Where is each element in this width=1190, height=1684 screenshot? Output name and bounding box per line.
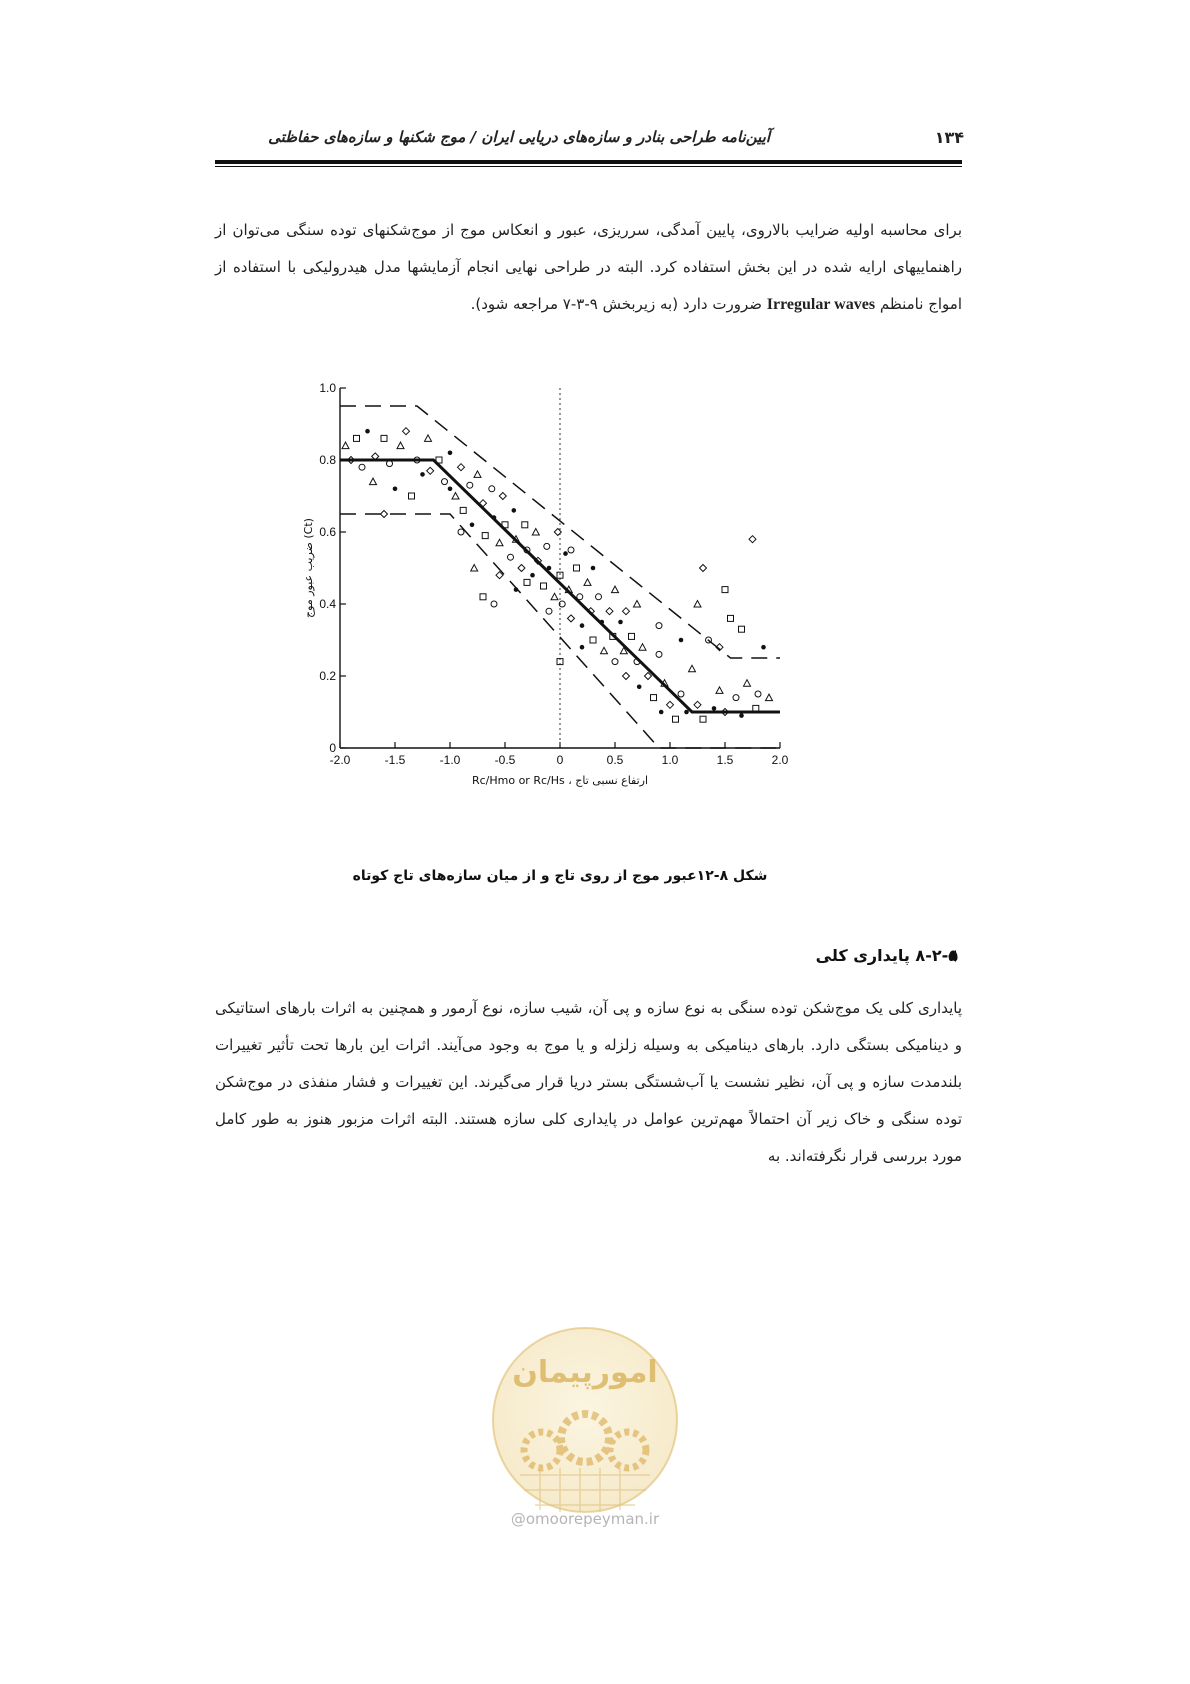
data-point-square [409, 493, 415, 499]
data-point-triangle [689, 665, 696, 672]
data-point-dot [420, 472, 425, 477]
y-tick-label: 0 [329, 741, 336, 755]
data-point-square [541, 583, 547, 589]
data-point-diamond [458, 464, 465, 471]
watermark-url: @omoorepeyman.ir [510, 1510, 660, 1528]
page-number: ۱۳۴ [934, 128, 964, 147]
intro-term: Irregular waves [766, 296, 876, 313]
data-point-triangle [694, 601, 701, 608]
data-point-triangle [766, 694, 773, 701]
data-point-dot [514, 587, 519, 592]
data-point-diamond [568, 615, 575, 622]
data-point-square [739, 626, 745, 632]
data-point-square [482, 533, 488, 539]
data-point-triangle [425, 435, 432, 442]
data-point-triangle [452, 493, 459, 500]
data-point-square [590, 637, 596, 643]
data-point-dot [365, 429, 370, 434]
data-point-triangle [370, 478, 377, 485]
x-tick-label: 0 [556, 753, 564, 767]
data-point-dot [580, 645, 585, 650]
data-point-circle [467, 482, 473, 488]
data-point-dot [712, 706, 717, 711]
data-point-circle [577, 594, 583, 600]
x-tick-label: -0.5 [494, 753, 516, 767]
x-tick-label: 0.5 [606, 753, 624, 767]
data-point-diamond [518, 565, 525, 572]
data-point-circle [733, 695, 739, 701]
data-point-circle [755, 691, 761, 697]
section-heading: ۸-۲-۵ پایداری کلی [815, 946, 958, 965]
data-point-square [722, 587, 728, 593]
data-point-diamond [499, 493, 506, 500]
data-point-square [381, 435, 387, 441]
data-point-dot [591, 566, 596, 571]
data-point-dot [580, 623, 585, 628]
data-point-square [524, 579, 530, 585]
data-point-circle [612, 659, 618, 665]
data-point-square [700, 716, 706, 722]
watermark-logo [480, 1320, 690, 1520]
wave-transmission-chart [300, 380, 820, 850]
data-point-circle [656, 651, 662, 657]
data-point-diamond [700, 565, 707, 572]
data-point-square [480, 594, 486, 600]
data-point-dot [448, 451, 453, 456]
data-point-dot [492, 515, 497, 520]
data-point-triangle [639, 644, 646, 651]
data-point-circle [442, 479, 448, 485]
data-point-triangle [612, 586, 619, 593]
data-point-dot [547, 566, 552, 571]
data-point-circle [489, 486, 495, 492]
data-point-triangle [584, 579, 591, 586]
data-point-dot [448, 487, 453, 492]
data-point-dot [600, 620, 605, 625]
x-axis-label: ارتفاع نسبی تاج ، Rc/Hmo or Rc/Hs [471, 774, 649, 787]
y-tick-label: 0.8 [319, 453, 336, 467]
y-tick-label: 0.6 [319, 525, 336, 539]
running-header-title: آیین‌نامه طراحی بنادر و سازه‌های دریایی ایران / موج شکنها و سازه‌های حفاظتی [268, 128, 770, 146]
watermark-logo-text: امورپیمان [512, 1355, 658, 1390]
data-point-diamond [667, 701, 674, 708]
data-point-dot [512, 508, 517, 513]
data-point-square [651, 695, 657, 701]
body-paragraph: پایداری کلی یک موج‌شکن توده سنگی به نوع سازه و پی آن، شیب سازه، نوع آرمور و همچنین به اثرات بارهای استاتیکی و دینامیکی بستگی دارد. بارهای دینامیکی به وسیله زلزله و یا موج به وجود می‌آیند. اثرات این بارها تحت تأثیر تغییرات بلندمدت سازه و پی آن، نظیر نشست یا آب‌شستگی بستر دریا قرار می‌گیرند. این تغییرات و فشار منفذی در موج‌شکن توده سنگی و خاک زیر آن احتمالاً مهم‌ترین عوامل در پایداری کلی سازه هستند. البته اثرات مزبور هنوز به طور کامل مورد بررسی قرار نگرفته‌اند. به [215, 999, 962, 1165]
data-point-circle [596, 594, 602, 600]
data-point-triangle [716, 687, 723, 694]
data-point-square [728, 615, 734, 621]
intro-paragraph [215, 212, 962, 323]
data-point-square [673, 716, 679, 722]
y-tick-label: 0.2 [319, 669, 336, 683]
header-rule [215, 160, 962, 164]
intro-text-part2: ضرورت دارد (به زیربخش ۹-۳-۷ مراجعه شود). [470, 295, 767, 313]
data-point-dot [530, 573, 535, 578]
data-point-diamond [606, 608, 613, 615]
data-point-square [460, 507, 466, 513]
data-point-triangle [397, 442, 404, 449]
x-tick-label: 2.0 [771, 753, 789, 767]
data-point-diamond [623, 673, 630, 680]
data-point-triangle [601, 647, 608, 654]
data-point-square [629, 633, 635, 639]
data-point-triangle [342, 442, 349, 449]
data-point-diamond [694, 701, 701, 708]
data-point-square [522, 522, 528, 528]
data-point-circle [544, 543, 550, 549]
data-point-dot [684, 710, 689, 715]
data-point-circle [508, 554, 514, 560]
x-tick-label: 1.0 [661, 753, 679, 767]
data-point-circle [458, 529, 464, 535]
data-point-triangle [634, 601, 641, 608]
data-point-diamond [403, 428, 410, 435]
x-tick-label: -1.0 [439, 753, 461, 767]
data-point-square [574, 565, 580, 571]
data-point-circle [491, 601, 497, 607]
data-point-dot [618, 620, 623, 625]
data-point-triangle [471, 565, 478, 572]
data-point-diamond [381, 511, 388, 518]
intro-text-part1: برای محاسبه اولیه ضرایب بالاروی، پایین آمدگی، سرریزی، عبور و انعکاس موج از موج‌شکنهای توده سنگی می‌توان از راهنماییهای ارایه شده در این بخش استفاده کرد. البته در طراحی نهایی انجام آزمایشها مدل هیدرولیکی با استفاده از امواج نامنظم [215, 221, 962, 313]
header-rule-thin [215, 166, 962, 167]
data-point-circle [678, 691, 684, 697]
data-point-triangle [496, 539, 503, 546]
data-point-dot [679, 638, 684, 643]
x-tick-label: -2.0 [329, 753, 351, 767]
data-point-dot [761, 645, 766, 650]
data-point-dot [637, 685, 642, 690]
data-point-square [354, 435, 360, 441]
data-point-diamond [749, 536, 756, 543]
data-point-triangle [744, 680, 751, 687]
data-point-circle [656, 623, 662, 629]
data-point-circle [546, 608, 552, 614]
figure-caption: شکل ۸-۱۲عبور موج از روی تاج و از میان سازه‌های تاج کوتاه [352, 868, 768, 884]
y-tick-label: 0.4 [319, 597, 336, 611]
watermark-grid-icon [520, 1468, 650, 1512]
x-tick-label: 1.5 [716, 753, 734, 767]
data-point-diamond [623, 608, 630, 615]
data-point-dot [659, 710, 664, 715]
data-point-circle [568, 547, 574, 553]
data-point-circle [359, 464, 365, 470]
data-point-diamond [427, 467, 434, 474]
data-point-dot [563, 551, 568, 556]
y-axis-label: ضریب عبور موج (Ct) [302, 518, 315, 618]
data-point-triangle [551, 593, 558, 600]
data-point-triangle [532, 529, 539, 536]
y-tick-label: 1.0 [319, 381, 336, 395]
data-point-dot [739, 713, 744, 718]
data-point-triangle [474, 471, 481, 478]
data-point-dot [393, 487, 398, 492]
data-point-dot [470, 523, 475, 528]
x-tick-label: -1.5 [384, 753, 406, 767]
